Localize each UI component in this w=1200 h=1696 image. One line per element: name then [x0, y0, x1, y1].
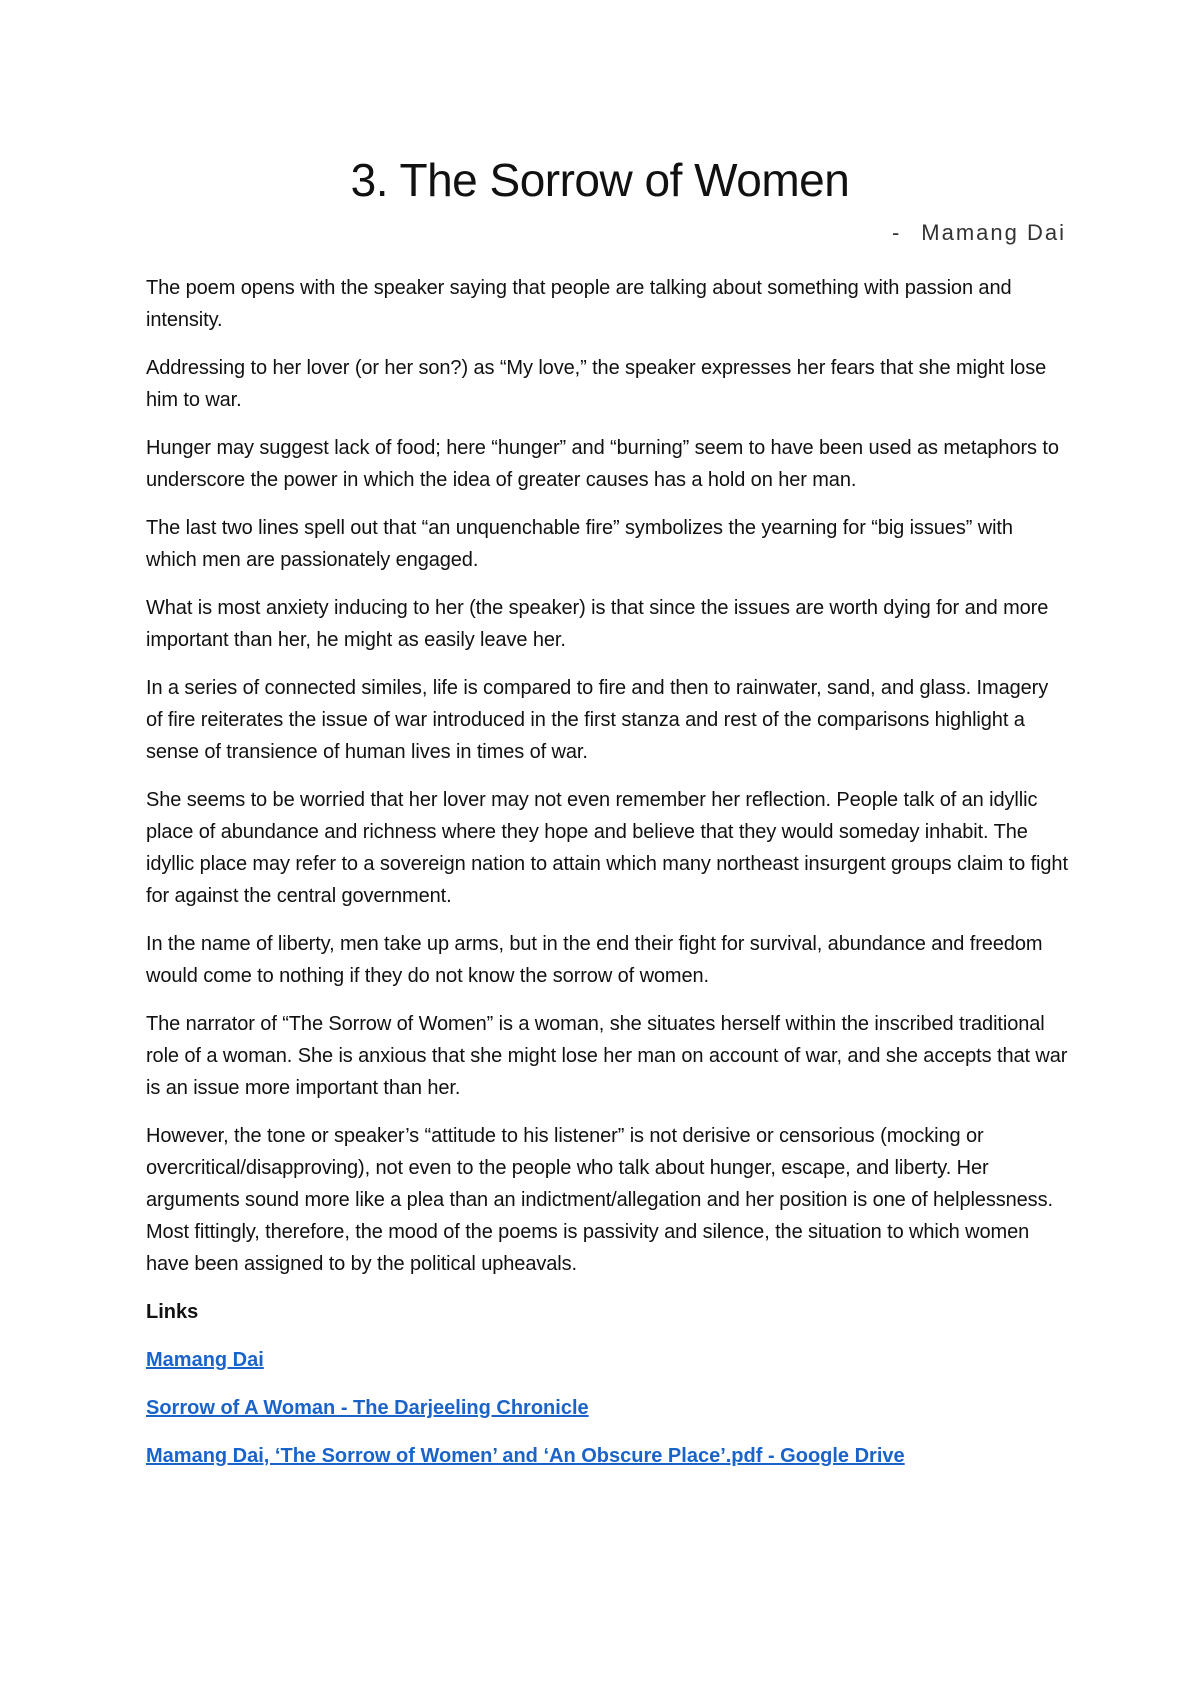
- document-body: [146, 272, 1068, 1488]
- paragraph-similes: In a series of connected similes, life is compared to fire and then to rainwater, sand, and glass. Imagery of fire reiterates the issue of war introduced in the first stanza and rest of the comparisons highlight a sense of transience of human lives in times of war.: [146, 677, 1049, 763]
- link-google-drive-pdf[interactable]: Mamang Dai, ‘The Sorrow of Women’ and ‘An Obscure Place’.pdf - Google Drive: [146, 1445, 905, 1467]
- page-title: 3. The Sorrow of Women: [350, 154, 850, 206]
- paragraph-tone: However, the tone or speaker’s “attitude to his listener” is not derisive or censorious (mocking or overcritical/disapproving), not even to the people who talk about hunger, escape, and liberty. Her arguments sound more like a plea than an indictment/allegation and her position is one of helplessness. Most fittingly, therefore, the mood of the poems is passivity and silence, the situation to which women have been assigned to by the political upheavals.: [146, 1125, 1053, 1275]
- paragraph-anxiety: What is most anxiety inducing to her (the speaker) is that since the issues are worth dying for and more important than her, he might as easily leave her.: [146, 597, 1049, 651]
- paragraph-opening: The poem opens with the speaker saying that people are talking about something with passion and intensity.: [146, 277, 1012, 331]
- author-dash: -: [891, 220, 902, 245]
- paragraph-unquenchable-fire: The last two lines spell out that “an unquenchable fire” symbolizes the yearning for “big issues” with which men are passionately engaged.: [146, 517, 1013, 571]
- author-line: [892, 219, 1066, 247]
- author-name: Mamang Dai: [921, 220, 1066, 245]
- paragraph-hunger: Hunger may suggest lack of food; here “hunger” and “burning” seem to have been used as metaphors to underscore the power in which the idea of greater causes has a hold on her man.: [146, 437, 1059, 491]
- links-heading: Links: [146, 1301, 199, 1323]
- paragraph-narrator: The narrator of “The Sorrow of Women” is a woman, she situates herself within the inscribed traditional role of a woman. She is anxious that she might lose her man on account of war, and she accepts that war is an issue more important than her.: [146, 1013, 1068, 1099]
- link-darjeeling-chronicle[interactable]: Sorrow of A Woman - The Darjeeling Chronicle: [146, 1397, 589, 1419]
- paragraph-idyllic-place: She seems to be worried that her lover may not even remember her reflection. People talk of an idyllic place of abundance and richness where they hope and believe that they would someday inhabit. The idyllic place may refer to a sovereign nation to attain which many northeast insurgent groups claim to fight for against the central government.: [146, 789, 1068, 907]
- paragraph-my-love: Addressing to her lover (or her son?) as “My love,” the speaker expresses her fears that she might lose him to war.: [146, 357, 1047, 411]
- paragraph-liberty: In the name of liberty, men take up arms, but in the end their fight for survival, abundance and freedom would come to nothing if they do not know the sorrow of women.: [146, 933, 1043, 987]
- link-mamang-dai[interactable]: Mamang Dai: [146, 1349, 264, 1371]
